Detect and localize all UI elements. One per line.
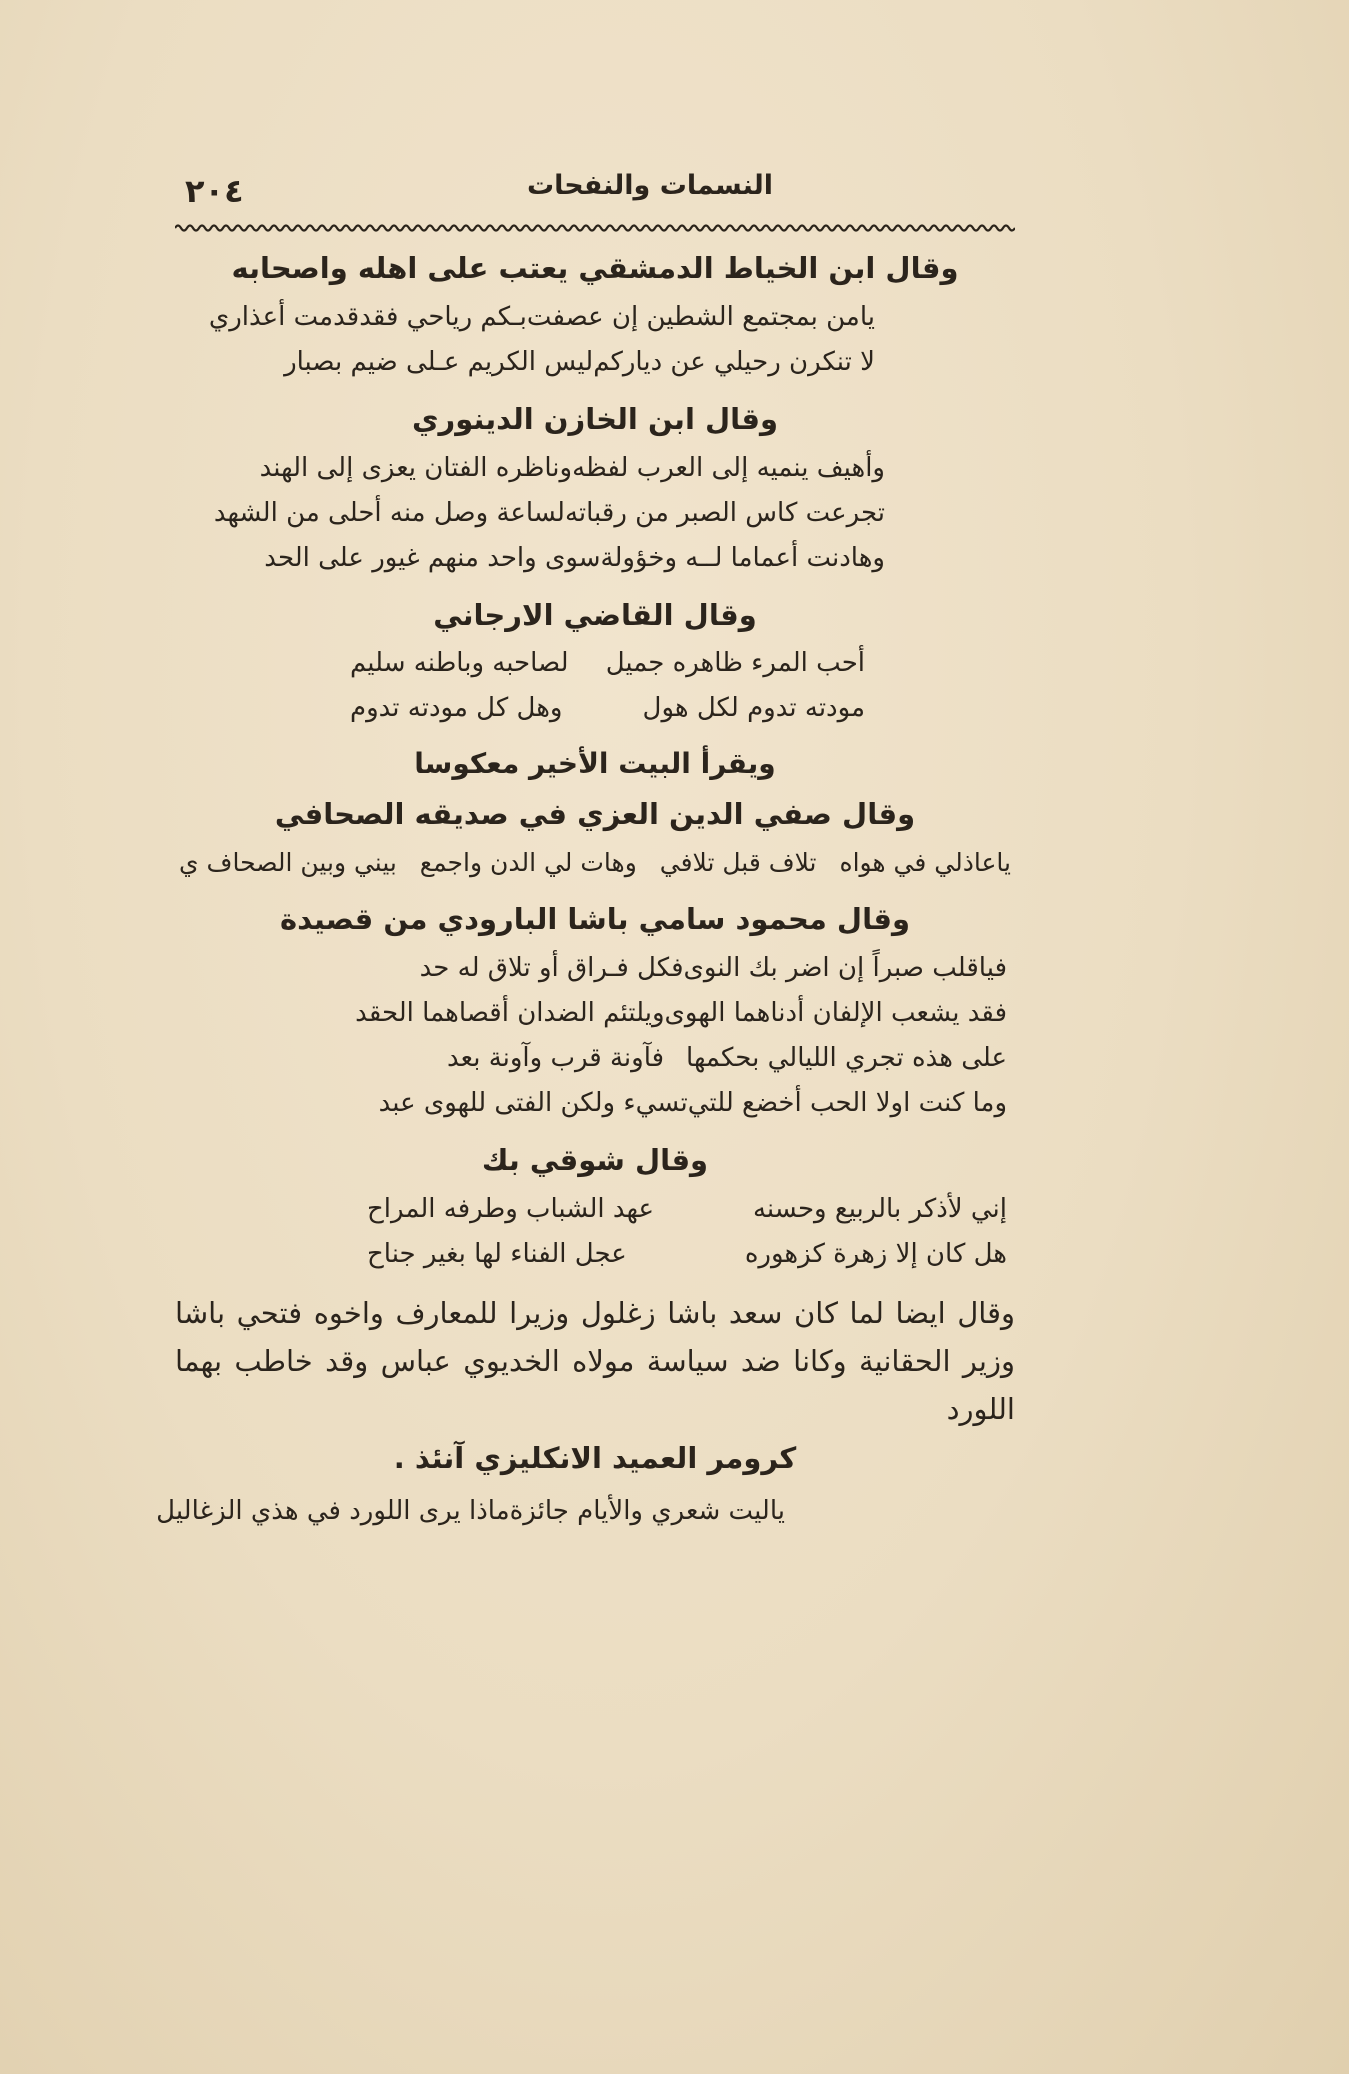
hemistich-right: وما كنت اولا الحب أخضع للتي [687, 1087, 1007, 1118]
hemistich-right: فياقلب صبراً إن اضر بك النوى [683, 952, 1007, 983]
prose-section [156, 1289, 1015, 1534]
hemistich-left: بـكم رياحي فقدقدمت أعذاري [208, 301, 527, 332]
hemistich-left: سوى واحد منهم غيور على الحد [264, 542, 601, 573]
poem-section [175, 902, 1015, 1126]
verse-row [367, 1187, 1007, 1232]
verse-block [367, 1187, 1007, 1277]
hemistich-left: ويلتئم الضدان أقصاهما الحقد [355, 997, 665, 1028]
prose-closing-line: كرومر العميد الانكليزي آنئذ . [393, 1440, 797, 1475]
hemistich-left: ماذا يرى اللورد في هذي الزغاليل [156, 1495, 510, 1526]
hemistich-right: على هذه تجري الليالي بحكمها [686, 1042, 1007, 1073]
verse-part: وهات لي الدن واجمع [419, 848, 637, 878]
page-header [175, 170, 1015, 216]
hemistich-left: فكل فـراق أو تلاق له حد [419, 952, 684, 983]
poem-section [175, 1143, 1015, 1277]
verse-row [350, 641, 865, 686]
hemistich-left: لساعة وصل منه أحلى من الشهد [213, 497, 565, 528]
hemistich-left: تسيء ولكن الفتى للهوى عبد [378, 1087, 688, 1118]
verse-block [208, 295, 875, 385]
verse-row [378, 1081, 1007, 1126]
verse-row [284, 340, 875, 385]
poem-section [175, 251, 1015, 385]
section-heading: وقال ابن الخازن الدينوري [411, 401, 779, 436]
hemistich-right: إني لأذكر بالربيع وحسنه [752, 1193, 1007, 1224]
hemistich-left: ليس الكريم عـلى ضيم بصبار [284, 346, 594, 377]
verse-block [350, 641, 865, 731]
poem-section [175, 797, 1015, 885]
verse-part: ياعاذلي في هواه [839, 848, 1011, 878]
hemistich-right: يامن بمجتمع الشطين إن عصفت [526, 301, 875, 332]
verse-row [355, 991, 1007, 1036]
hemistich-right: أحب المرء ظاهره جميل [605, 648, 865, 679]
hemistich-right: هل كان إلا زهرة كزهوره [744, 1238, 1007, 1269]
verse-row [419, 946, 1007, 991]
hemistich-right: مودته تدوم لكل هول [642, 693, 865, 724]
verse-row [447, 1036, 1007, 1081]
reading-note: ويقرأ البيت الأخير معكوسا [414, 747, 776, 781]
running-title: النسمات والنفحات [526, 170, 774, 201]
hemistich-left: وهل كل مودته تدوم [350, 693, 563, 724]
hemistich-left: وناظره الفتان يعزى إلى الهند [259, 452, 573, 483]
book-page [156, 0, 1015, 1534]
hemistich-right: وهادنت أعماما لــه وخؤولة [600, 542, 885, 573]
hemistich-left: فآونة قرب وآونة بعد [447, 1042, 665, 1073]
poem-section [175, 402, 1015, 581]
section-heading: وقال شوقي بك [481, 1142, 709, 1177]
hemistich-right: ياليت شعري والأيام جائزة [509, 1495, 785, 1526]
verse-row [367, 1232, 1007, 1277]
page-number: ٢٠٤ [185, 172, 244, 210]
section-heading: وقال صفي الدين العزي في صديقه الصحافي [274, 797, 916, 832]
hemistich-left: عهد الشباب وطرفه المراح [367, 1193, 655, 1224]
verse-part: تلاف قبل تلافي [659, 848, 817, 878]
section-heading: وقال محمود سامي باشا البارودي من قصيدة [280, 902, 910, 937]
verse-row [264, 536, 885, 581]
verse-row [350, 686, 865, 731]
wavy-divider-rule [175, 222, 1015, 234]
verse-block [355, 946, 1007, 1126]
prose-paragraph: وقال ايضا لما كان سعد باشا زغلول وزيرا للمعارف واخوه فتحي باشا وزير الحقانية وكانا ضد سياسة مولاه الخديوي عباس وقد خاطب بهما اللورد [175, 1295, 1015, 1426]
verse-row [179, 841, 1011, 885]
poem-section [175, 598, 1015, 781]
verse-row [208, 295, 875, 340]
verse-block [156, 1489, 785, 1534]
verse-block [213, 446, 885, 581]
hemistich-right: لا تنكرن رحيلي عن دياركم [593, 346, 875, 377]
section-heading: وقال القاضي الارجاني [433, 597, 757, 632]
section-heading: وقال ابن الخياط الدمشقي يعتب على اهله واصحابه [231, 251, 959, 285]
hemistich-left: عجل الفناء لها بغير جناح [367, 1238, 627, 1269]
verse-row [213, 491, 885, 536]
hemistich-left: لصاحبه وباطنه سليم [350, 648, 569, 679]
hemistich-right: فقد يشعب الإلفان أدناهما الهوى [664, 997, 1007, 1028]
verse-part: بيني وبين الصحاف ي [179, 848, 397, 878]
verse-row [259, 446, 885, 491]
hemistich-right: تجرعت كاس الصبر من رقباته [564, 497, 885, 528]
verse-row [156, 1489, 785, 1534]
hemistich-right: وأهيف ينميه إلى العرب لفظه [572, 452, 885, 483]
